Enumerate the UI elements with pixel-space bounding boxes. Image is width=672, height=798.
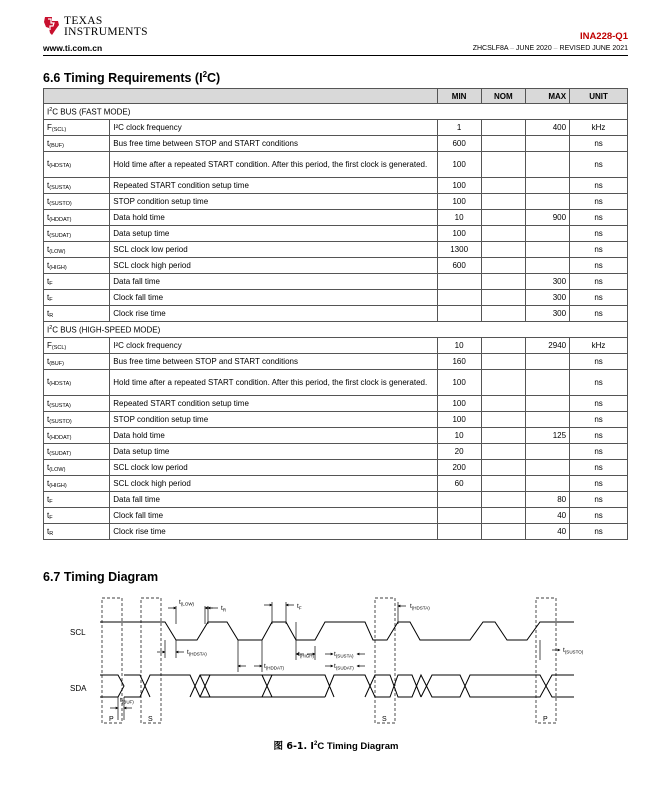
table-row <box>44 136 628 152</box>
t-r-label: $t_R$ <box>221 605 227 613</box>
param-min: 100 <box>437 226 481 242</box>
table-row <box>44 476 628 492</box>
param-symbol: $F_{(SCL)}$ <box>44 120 110 136</box>
marker-stop-1: P <box>109 716 114 723</box>
table-row <box>44 226 628 242</box>
param-min: 10 <box>437 338 481 354</box>
param-max <box>525 370 569 396</box>
param-symbol: $t_{(SUSTA)}$ <box>44 178 110 194</box>
timing-requirements-heading: 6.6 Timing Requirements $(I^2C)$ <box>43 70 221 86</box>
param-max: 400 <box>525 120 569 136</box>
table-row <box>44 258 628 274</box>
param-unit: ns <box>570 492 628 508</box>
param-description: Bus free time between STOP and START conditions <box>110 136 437 152</box>
param-description: Repeated START condition setup time <box>110 178 437 194</box>
sda-label: SDA <box>70 684 87 693</box>
param-max <box>525 354 569 370</box>
param-symbol: $t_{(HDSTA)}$ <box>44 152 110 178</box>
param-description: Data hold time <box>110 210 437 226</box>
param-unit: kHz <box>570 120 628 136</box>
part-number[interactable]: INA228-Q1 <box>579 31 628 42</box>
brand-line-1: TEXAS <box>64 15 103 27</box>
doc-date-1: JUNE 2020 <box>515 45 552 52</box>
param-max <box>525 136 569 152</box>
param-symbol: $t_R$ <box>44 306 110 322</box>
param-max <box>525 460 569 476</box>
param-nom <box>481 178 525 194</box>
param-unit: ns <box>570 152 628 178</box>
param-nom <box>481 460 525 476</box>
param-max <box>525 444 569 460</box>
table-row <box>44 428 628 444</box>
param-max: 300 <box>525 306 569 322</box>
param-symbol: $t_{(SUSTO)}$ <box>44 194 110 210</box>
param-max: 80 <box>525 492 569 508</box>
param-min: 600 <box>437 258 481 274</box>
table-row <box>44 210 628 226</box>
website-link[interactable]: www.ti.com.cn <box>43 43 103 53</box>
param-max <box>525 152 569 178</box>
param-nom <box>481 412 525 428</box>
param-nom <box>481 476 525 492</box>
param-symbol: $t_F$ <box>44 508 110 524</box>
i2c-timing-diagram <box>0 590 672 730</box>
t-hddat-label: $t_{(HDDAT)}$ <box>264 663 284 671</box>
param-nom <box>481 338 525 354</box>
param-description: Bus free time between STOP and START conditions <box>110 354 437 370</box>
param-unit: ns <box>570 428 628 444</box>
param-unit: ns <box>570 412 628 428</box>
t-buf-label: $t_{(BUF)}$ <box>120 697 134 705</box>
param-symbol: $t_F$ <box>44 274 110 290</box>
param-nom <box>481 152 525 178</box>
scl-label: SCL <box>70 628 86 637</box>
param-unit: ns <box>570 226 628 242</box>
param-nom <box>481 396 525 412</box>
param-max <box>525 226 569 242</box>
param-nom <box>481 290 525 306</box>
t-hdsta-label: $t_{(HDSTA)}$ <box>187 649 207 657</box>
table-row <box>44 242 628 258</box>
table-row <box>44 396 628 412</box>
param-nom <box>481 354 525 370</box>
param-min <box>437 524 481 540</box>
param-description: Data fall time <box>110 492 437 508</box>
param-unit: ns <box>570 242 628 258</box>
param-min <box>437 290 481 306</box>
param-symbol: $F_{(SCL)}$ <box>44 338 110 354</box>
param-min: 160 <box>437 354 481 370</box>
param-description: SCL clock high period <box>110 258 437 274</box>
table-header-row <box>44 89 628 104</box>
param-unit: ns <box>570 136 628 152</box>
param-unit: ns <box>570 460 628 476</box>
param-unit: ns <box>570 258 628 274</box>
param-max: 300 <box>525 274 569 290</box>
param-max: 300 <box>525 290 569 306</box>
marker-start-2: S <box>382 716 387 723</box>
param-max <box>525 178 569 194</box>
param-description: SCL clock low period <box>110 460 437 476</box>
param-nom <box>481 492 525 508</box>
t-susto-label: $t_{(SUSTO)}$ <box>563 647 584 655</box>
param-symbol: $t_{(HDDAT)}$ <box>44 428 110 444</box>
param-unit: ns <box>570 290 628 306</box>
ti-logo <box>43 16 148 37</box>
param-symbol: $t_{(SUSTO)}$ <box>44 412 110 428</box>
param-min: 1300 <box>437 242 481 258</box>
param-min <box>437 508 481 524</box>
param-max <box>525 476 569 492</box>
param-unit: ns <box>570 178 628 194</box>
param-nom <box>481 210 525 226</box>
sda-waveform-upper <box>100 675 574 697</box>
param-max <box>525 396 569 412</box>
param-description: Data setup time <box>110 226 437 242</box>
table-row <box>44 444 628 460</box>
param-max: 40 <box>525 524 569 540</box>
brand-line-2: INSTRUMENTS <box>64 25 148 38</box>
param-min: 1 <box>437 120 481 136</box>
table-row <box>44 178 628 194</box>
param-description: Data setup time <box>110 444 437 460</box>
col-max: MAX <box>525 89 569 104</box>
param-unit: ns <box>570 524 628 540</box>
doc-id: ZHCSLF8A <box>472 45 509 52</box>
param-symbol: $t_{(SUDAT)}$ <box>44 444 110 460</box>
table-row <box>44 152 628 178</box>
table-row <box>44 412 628 428</box>
param-min: 100 <box>437 412 481 428</box>
param-nom <box>481 258 525 274</box>
t-f-label: $t_F$ <box>297 603 302 611</box>
param-unit: ns <box>570 274 628 290</box>
param-description: Data hold time <box>110 428 437 444</box>
param-unit: ns <box>570 210 628 226</box>
param-description: Data fall time <box>110 274 437 290</box>
param-nom <box>481 444 525 460</box>
t-sudat-label: $t_{(SUDAT)}$ <box>334 663 354 671</box>
param-description: Clock fall time <box>110 290 437 306</box>
param-max: 900 <box>525 210 569 226</box>
param-unit: ns <box>570 508 628 524</box>
param-min: 100 <box>437 370 481 396</box>
doc-revision-line: ZHCSLF8A – JUNE 2020 – REVISED JUNE 2021 <box>472 45 628 52</box>
param-nom <box>481 524 525 540</box>
param-max: 2940 <box>525 338 569 354</box>
texas-state-logo-icon <box>43 16 60 36</box>
param-nom <box>481 226 525 242</box>
col-nom: NOM <box>481 89 525 104</box>
param-max <box>525 412 569 428</box>
table-row <box>44 524 628 540</box>
param-symbol: $t_{(HIGH)}$ <box>44 476 110 492</box>
t-susta-label: $t_{(SUSTA)}$ <box>334 651 354 659</box>
param-unit: ns <box>570 396 628 412</box>
marker-stop-2: P <box>543 716 548 723</box>
param-min <box>437 306 481 322</box>
param-description: I²C clock frequency <box>110 120 437 136</box>
param-symbol: $t_F$ <box>44 290 110 306</box>
figure-caption: 图 6-1. $I^2C$ Timing Diagram <box>273 740 399 752</box>
table-row <box>44 274 628 290</box>
param-unit: ns <box>570 444 628 460</box>
table-row <box>44 290 628 306</box>
param-min: 20 <box>437 444 481 460</box>
param-min: 60 <box>437 476 481 492</box>
param-max: 125 <box>525 428 569 444</box>
param-symbol: $t_{(SUSTA)}$ <box>44 396 110 412</box>
param-description: Repeated START condition setup time <box>110 396 437 412</box>
param-max: 40 <box>525 508 569 524</box>
t-high-label: $t_{(HIGH)}$ <box>298 651 315 659</box>
table-row <box>44 306 628 322</box>
param-description: STOP condition setup time <box>110 194 437 210</box>
param-symbol: $t_{(LOW)}$ <box>44 460 110 476</box>
param-symbol: $t_{(BUF)}$ <box>44 354 110 370</box>
param-description: Hold time after a repeated START condition. After this period, the first clock is generated. <box>110 152 437 178</box>
timing-diagram-heading: 6.7 Timing Diagram <box>43 570 159 584</box>
param-min: 10 <box>437 428 481 444</box>
param-description: I²C clock frequency <box>110 338 437 354</box>
section-row-fast-mode: $I^2C$ BUS (FAST MODE) <box>44 104 628 120</box>
param-min: 600 <box>437 136 481 152</box>
table-row <box>44 460 628 476</box>
param-symbol: $t_R$ <box>44 524 110 540</box>
param-max <box>525 258 569 274</box>
param-min <box>437 274 481 290</box>
param-nom <box>481 194 525 210</box>
param-min: 100 <box>437 396 481 412</box>
param-unit: ns <box>570 370 628 396</box>
param-description: SCL clock high period <box>110 476 437 492</box>
table-row <box>44 370 628 396</box>
param-nom <box>481 370 525 396</box>
table-row <box>44 194 628 210</box>
param-nom <box>481 306 525 322</box>
param-symbol: $t_{(SUDAT)}$ <box>44 226 110 242</box>
param-nom <box>481 242 525 258</box>
param-description: Clock rise time <box>110 524 437 540</box>
param-description: Clock rise time <box>110 306 437 322</box>
col-min: MIN <box>437 89 481 104</box>
param-unit: kHz <box>570 338 628 354</box>
section-row-hs-mode: $I^2C$ BUS (HIGH-SPEED MODE) <box>44 322 628 338</box>
param-nom <box>481 120 525 136</box>
table-row <box>44 338 628 354</box>
param-unit: ns <box>570 194 628 210</box>
param-symbol: $t_{(HDDAT)}$ <box>44 210 110 226</box>
param-max <box>525 194 569 210</box>
param-description: Hold time after a repeated START condition. After this period, the first clock is generated. <box>110 370 437 396</box>
param-symbol: $t_{(BUF)}$ <box>44 136 110 152</box>
doc-date-2: REVISED JUNE 2021 <box>559 45 628 52</box>
param-min: 100 <box>437 152 481 178</box>
param-unit: ns <box>570 306 628 322</box>
param-min: 100 <box>437 194 481 210</box>
t-low-label: $t_{(LOW)}$ <box>179 599 195 607</box>
param-min <box>437 492 481 508</box>
condition-boxes <box>102 598 556 723</box>
param-description: STOP condition setup time <box>110 412 437 428</box>
timing-requirements-table <box>43 88 628 540</box>
param-nom <box>481 136 525 152</box>
param-unit: ns <box>570 354 628 370</box>
header-rule <box>43 55 628 56</box>
param-max <box>525 242 569 258</box>
sda-crossing-1 <box>200 675 272 697</box>
table-row <box>44 508 628 524</box>
param-symbol: $t_{(HDSTA)}$ <box>44 370 110 396</box>
param-symbol: $t_{(HIGH)}$ <box>44 258 110 274</box>
param-symbol: $t_{(LOW)}$ <box>44 242 110 258</box>
col-unit: UNIT <box>570 89 628 104</box>
scl-waveform <box>100 622 574 640</box>
param-description: Clock fall time <box>110 508 437 524</box>
param-unit: ns <box>570 476 628 492</box>
marker-start-1: S <box>148 716 153 723</box>
table-row <box>44 120 628 136</box>
param-nom <box>481 274 525 290</box>
t-hdsta-label-top: $t_{(HDSTA)}$ <box>410 603 430 611</box>
param-min: 200 <box>437 460 481 476</box>
param-nom <box>481 428 525 444</box>
param-min: 10 <box>437 210 481 226</box>
table-row <box>44 354 628 370</box>
param-symbol: $t_F$ <box>44 492 110 508</box>
param-min: 100 <box>437 178 481 194</box>
param-description: SCL clock low period <box>110 242 437 258</box>
table-row <box>44 492 628 508</box>
param-nom <box>481 508 525 524</box>
